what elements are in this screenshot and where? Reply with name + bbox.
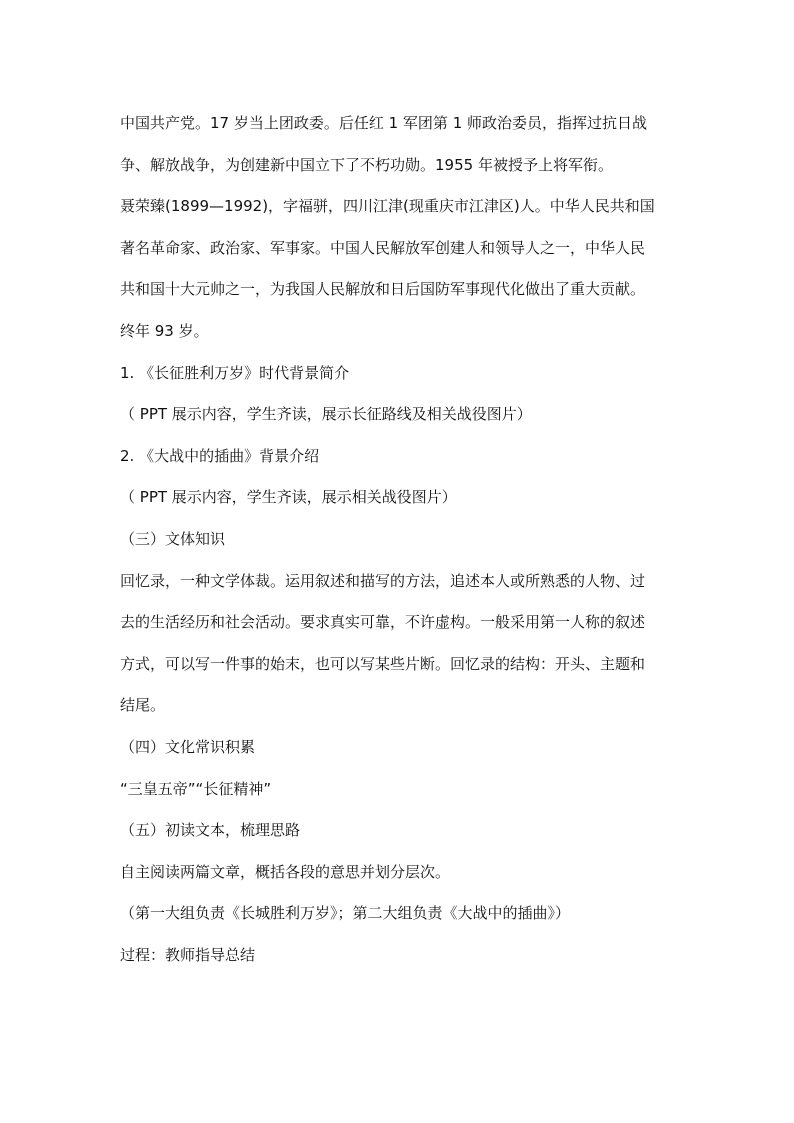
text-line: 去的生活经历和社会活动。要求真实可靠，不许虚构。一般采用第一人称的叙述 [120, 613, 646, 632]
paragraph [120, 519, 700, 561]
paragraph [120, 477, 700, 519]
paragraph [120, 561, 700, 727]
paragraph [120, 103, 700, 186]
text-line: （五）初读文本，梳理思路 [120, 821, 301, 840]
text-line: 共和国十大元帅之一，为我国人民解放和日后国防军事现代化做出了重大贡献。 [120, 280, 646, 299]
paragraph [120, 186, 700, 352]
paragraph [120, 436, 700, 478]
text-line: （三）文体知识 [120, 529, 226, 548]
paragraph [120, 769, 700, 811]
text-line: 过程：教师指导总结 [120, 945, 256, 964]
text-line: 终年 93 岁。 [120, 321, 209, 340]
text-line: 聂荣臻(1899—1992)，字福骈，四川江津(现重庆市江津区)人。中华人民共和国 [120, 197, 655, 216]
text-line: （ PPT 展示内容，学生齐读，展示长征路线及相关战役图片） [120, 405, 532, 424]
text-line: 争、解放战争，为创建新中国立下了不朽功勋。1955 年被授予上将军衔。 [120, 155, 613, 174]
text-line: 自主阅读两篇文章，概括各段的意思并划分层次。 [120, 862, 451, 881]
paragraph [120, 353, 700, 395]
paragraph [120, 852, 700, 894]
paragraph [120, 893, 700, 935]
paragraph [120, 935, 700, 977]
text-line: （ PPT 展示内容，学生齐读，展示相关战役图片） [120, 488, 457, 507]
paragraph [120, 394, 700, 436]
document-body [120, 103, 700, 976]
text-line: 结尾。 [120, 696, 166, 715]
text-line: 回忆录，一种文学体裁。运用叙述和描写的方法，追述本人或所熟悉的人物、过 [120, 571, 646, 590]
paragraph [120, 810, 700, 852]
text-line: 著名革命家、政治家、军事家。中国人民解放军创建人和领导人之一，中华人民 [120, 238, 646, 257]
text-line: 1. 《长征胜利万岁》时代背景简介 [120, 363, 350, 382]
paragraph [120, 727, 700, 769]
text-line: 2. 《大战中的插曲》背景介绍 [120, 446, 320, 465]
text-line: （第一大组负责《长城胜利万岁》；第二大组负责《大战中的插曲》） [120, 904, 571, 923]
text-line: 中国共产党。17 岁当上团政委。后任红 1 军团第 1 师政治委员，指挥过抗日战 [120, 114, 648, 132]
text-line: （四）文化常识积累 [120, 737, 256, 756]
text-line: 方式，可以写一件事的始末，也可以写某些片断。回忆录的结构：开头、主题和 [120, 654, 646, 673]
text-line: “三皇五帝”“长征精神” [120, 779, 272, 798]
